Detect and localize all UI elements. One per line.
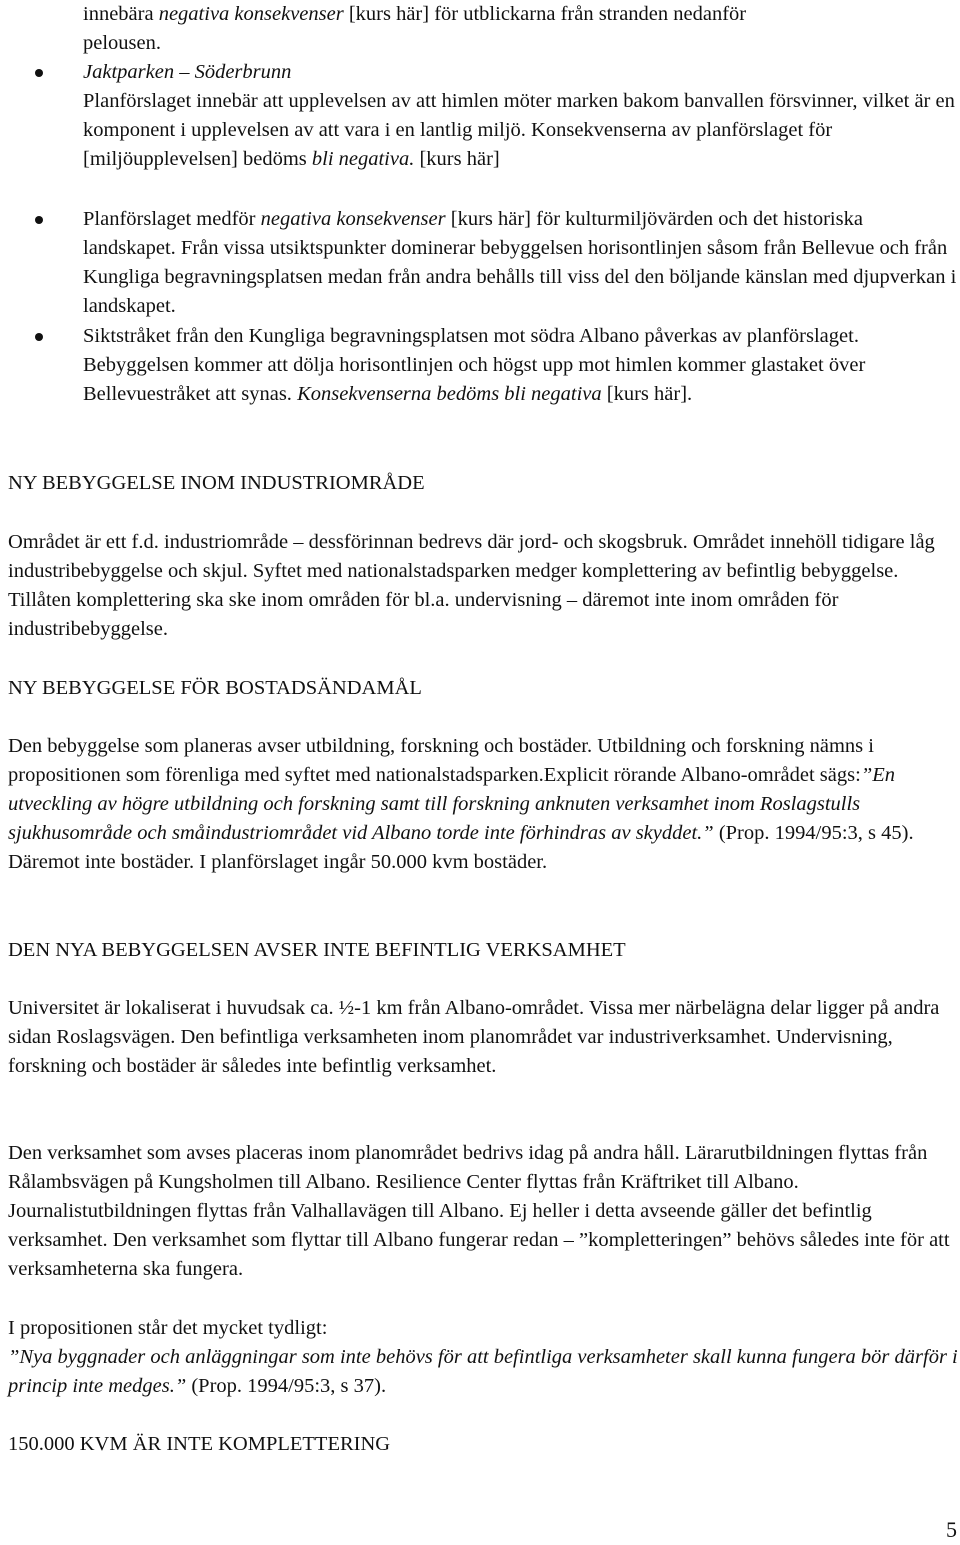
bullet-text-end: [kurs här].	[601, 383, 693, 405]
bullet-continuation	[8, 0, 958, 58]
section-body-text: Den bebyggelse som planeras avser utbildning, forskning och bostäder. Utbildning och forskning nämns i propositionen som förenliga med syftet med nationalstadsparken.Explicit rörande Albano-området sägs:	[8, 735, 874, 786]
section-heading-bostad: NY BEBYGGELSE FÖR BOSTADSÄNDAMÅL	[8, 677, 422, 699]
section-quote-block	[8, 1343, 958, 1401]
bullet-text: Planförslaget medför	[83, 208, 261, 230]
bullet-text: Siktstråket från den Kungliga begravningsplatsen mot södra Albano påverkas av planförslaget. Bebyggelsen kommer att dölja horisontlinjen och högst upp mot himlen kommer glastaket över Bellevuestråket att synas.	[83, 325, 866, 405]
section-body-bostad	[8, 732, 958, 877]
bullet-dot	[35, 216, 43, 224]
bullet-item-siktstraket	[8, 322, 958, 409]
section-body-text-end: (Prop. 1994/95:3, s 45). Däremot inte bostäder. I planförslaget ingår 50.000 kvm bostäder.	[8, 822, 914, 873]
bullet-emphasis: bli negativa.	[311, 148, 415, 170]
proposition-quote: ”En utveckling av högre utbildning och forskning samt till forskning anknuten verksamhet inom Roslagstulls sjukhusområde och småindustriområdet vid Albano torde inte förhindras av skyddet.”	[8, 764, 895, 844]
bullet-text-end: [kurs här] för kulturmiljövärden och det historiska landskapet. Från vissa utsiktspunkter dominerar bebyggelsen horisontlinjen såsom från Bellevue och från Kungliga begravningsplatsen medan från andra behålls till viss del den böljande känslan med djupverkan i landskapet.	[83, 208, 957, 317]
section-heading-komplettering: 150.000 KVM ÄR INTE KOMPLETTERING	[8, 1433, 391, 1455]
bullet-emphasis: Konsekvenserna bedöms bli negativa	[297, 383, 602, 405]
section-para-flytt: Den verksamhet som avses placeras inom planområdet bedrivs idag på andra håll. Lärarutbildningen flyttas från Rålambsvägen på Kungsholmen till Albano. Resilience Center flyttas från Kräftriket till Albano. Journalistutbildningen flyttas från Valhallavägen till Albano. Ej heller i detta avseende gäller det befintlig verksamhet. Den verksamhet som flyttar till Albano fungerar redan – ”kompletteringen” behövs således inte för att verksamheterna ska fungera.	[8, 1142, 950, 1280]
bullet-dot	[35, 333, 43, 341]
bullet-dot	[35, 69, 43, 77]
continuation-text-end: [kurs här] för utblickarna från stranden nedanför	[343, 3, 747, 25]
bullet-emphasis: negativa konsekvenser	[260, 208, 446, 230]
bullet-title: Jaktparken – Söderbrunn	[83, 61, 292, 83]
quote-citation: (Prop. 1994/95:3, s 37).	[186, 1375, 387, 1397]
bullet-item-jaktparken	[8, 58, 958, 174]
section-heading-industri: NY BEBYGGELSE INOM INDUSTRIOMRÅDE	[8, 472, 425, 494]
bullet-text: Planförslaget innebär att upplevelsen av att himlen möter marken bakom banvallen försvinner, vilket är en komponent i upplevelsen av att vara i en lantlig miljö. Konsekvenserna av planförslaget för [miljöupplevelsen] bedöms	[83, 90, 955, 170]
page-number: 5	[946, 1517, 957, 1542]
section-para-proposition: I propositionen står det mycket tydligt:	[8, 1317, 328, 1339]
bullet-text-end: [kurs här]	[414, 148, 500, 170]
section-heading-verksamhet: DEN NYA BEBYGGELSEN AVSER INTE BEFINTLIG VERKSAMHET	[8, 939, 626, 961]
section-para-universitet: Universitet är lokaliserat i huvudsak ca. ½-1 km från Albano-området. Vissa mer närbelägna delar ligger på andra sidan Roslagsvägen. Den befintliga verksamheten inom planområdet var industriverksamhet. Undervisning, forskning och bostäder är således inte befintlig verksamhet.	[8, 997, 940, 1077]
section-body-industri: Området är ett f.d. industriområde – dessförinnan bedrevs där jord- och skogsbruk. Området innehöll tidigare låg industribebyggelse och skjul. Syftet med nationalstadsparken medger komplettering av befintlig bebyggelse. Tillåten komplettering ska ske inom områden för bl.a. undervisning – däremot inte inom områden för industribebyggelse.	[8, 531, 935, 640]
proposition-quote: ”Nya byggnader och anläggningar som inte behövs för att befintliga verksamheter skall kunna fungera bör därför i princip inte medges.”	[8, 1346, 958, 1397]
continuation-text: innebära	[83, 3, 159, 25]
continuation-line2: pelousen.	[83, 32, 161, 54]
bullet-item-kulturmiljo	[8, 205, 958, 321]
continuation-emphasis: negativa konsekvenser	[158, 3, 344, 25]
